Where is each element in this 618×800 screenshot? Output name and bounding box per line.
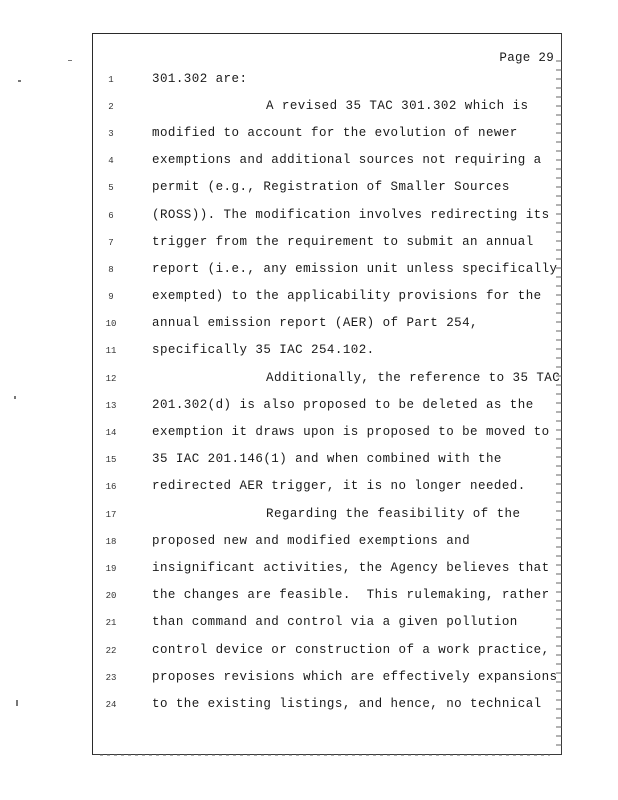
line-number: 8 <box>108 265 114 275</box>
line-number: 20 <box>105 591 117 601</box>
transcript-line: insignificant activities, the Agency believes that <box>152 561 550 575</box>
transcript-line: exemption it draws upon is proposed to be moved to <box>152 425 550 439</box>
transcript-line: trigger from the requirement to submit an annual <box>152 235 534 249</box>
transcript-line: permit (e.g., Registration of Smaller Sources <box>152 180 510 194</box>
line-number: 18 <box>105 537 117 547</box>
transcript-line: to the existing listings, and hence, no technical <box>152 697 542 711</box>
margin-ruling <box>556 60 562 750</box>
footer-scan-noise <box>100 754 550 756</box>
transcript-line: exemptions and additional sources not requiring a <box>152 153 542 167</box>
transcript-line: modified to account for the evolution of newer <box>152 126 518 140</box>
transcript-line: (ROSS)). The modification involves redirecting its <box>152 208 550 222</box>
line-number: 22 <box>105 646 117 656</box>
line-number: 10 <box>105 319 117 329</box>
line-number: 23 <box>105 673 117 683</box>
line-number: 24 <box>105 700 117 710</box>
transcript-line: than command and control via a given pollution <box>152 615 518 629</box>
line-number: 21 <box>105 618 117 628</box>
scan-speck <box>14 396 16 399</box>
transcript-line: control device or construction of a work practice, <box>152 643 550 657</box>
line-number: 17 <box>105 510 117 520</box>
transcript-line: report (i.e., any emission unit unless specifically <box>152 262 558 276</box>
line-number: 11 <box>105 346 117 356</box>
scan-speck <box>18 80 21 82</box>
line-number: 5 <box>108 183 114 193</box>
transcript-line: specifically 35 IAC 254.102. <box>152 343 375 357</box>
transcript-line: 35 IAC 201.146(1) and when combined with the <box>152 452 502 466</box>
transcript-line: Regarding the feasibility of the <box>266 507 521 521</box>
transcript-line: 201.302(d) is also proposed to be deleted as the <box>152 398 534 412</box>
line-number: 7 <box>108 238 114 248</box>
line-number: 1 <box>108 75 114 85</box>
transcript-line: redirected AER trigger, it is no longer needed. <box>152 479 526 493</box>
line-number: 12 <box>105 374 117 384</box>
transcript-line: A revised 35 TAC 301.302 which is <box>266 99 529 113</box>
scan-speck <box>16 700 18 706</box>
line-number: 2 <box>108 102 114 112</box>
transcript-line: 301.302 are: <box>152 72 248 86</box>
line-number: 13 <box>105 401 117 411</box>
line-number: 4 <box>108 156 114 166</box>
transcript-line: proposes revisions which are effectively expansions <box>152 670 558 684</box>
line-number: 16 <box>105 482 117 492</box>
scan-speck <box>68 60 72 61</box>
transcript-line: Additionally, the reference to 35 TAC <box>266 371 561 385</box>
line-number: 15 <box>105 455 117 465</box>
page-number: Page 29 <box>499 51 554 65</box>
transcript-line: proposed new and modified exemptions and <box>152 534 471 548</box>
line-number: 6 <box>108 211 114 221</box>
line-number: 9 <box>108 292 114 302</box>
transcript-line: exempted) to the applicability provisions for the <box>152 289 542 303</box>
line-number: 14 <box>105 428 117 438</box>
transcript-line: the changes are feasible. This rulemaking, rather <box>152 588 550 602</box>
line-number: 19 <box>105 564 117 574</box>
transcript-line: annual emission report (AER) of Part 254, <box>152 316 478 330</box>
line-number: 3 <box>108 129 114 139</box>
